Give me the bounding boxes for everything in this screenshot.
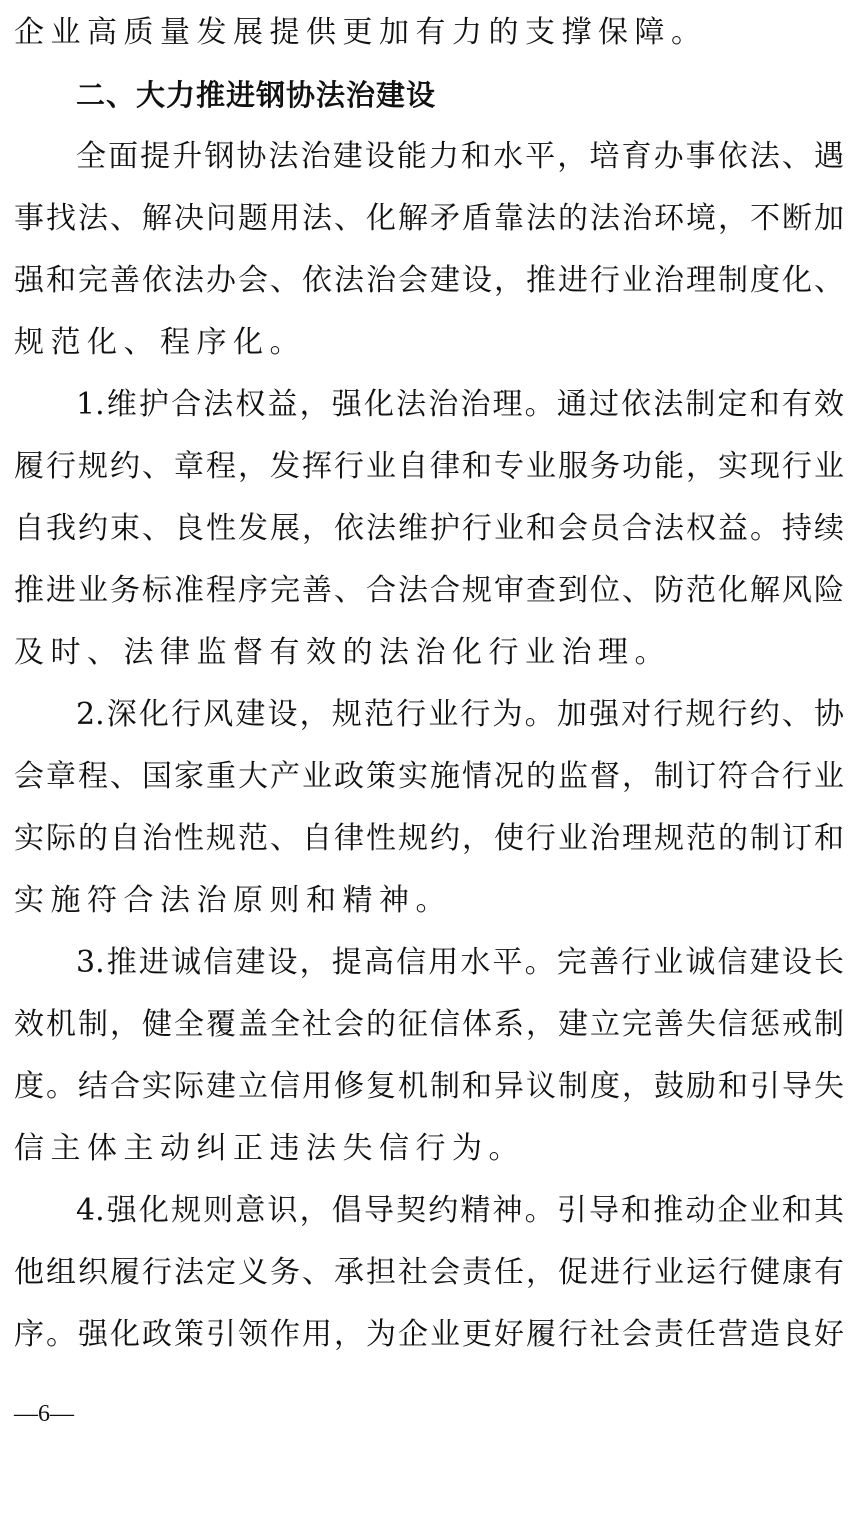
paragraph-line: 履行规约、章程，发挥行业自律和专业服务功能，实现行业 <box>14 449 844 484</box>
section-heading: 二、大力推进钢协法治建设 <box>76 78 437 112</box>
paragraph-line: 会章程、国家重大产业政策实施情况的监督，制订符合行业 <box>14 759 844 794</box>
paragraph-line: 序。强化政策引领作用，为企业更好履行社会责任营造良好 <box>14 1317 844 1352</box>
paragraph-line: 4.强化规则意识，倡导契约精神。引导和推动企业和其 <box>76 1193 844 1228</box>
paragraph-line: 实际的自治性规范、自律性规约，使行业治理规范的制订和 <box>14 821 844 856</box>
paragraph-line: 事找法、解决问题用法、化解矛盾靠法的法治环境，不断加 <box>14 201 844 236</box>
text-line: 企业高质量发展提供更加有力的支撑保障。 <box>14 15 708 50</box>
paragraph-line: 他组织履行法定义务、承担社会责任，促进行业运行健康有 <box>14 1255 844 1290</box>
paragraph-line: 度。结合实际建立信用修复机制和异议制度，鼓励和引导失 <box>14 1069 844 1104</box>
paragraph-line: 及时、法律监督有效的法治化行业治理。 <box>14 635 671 670</box>
paragraph-line: 推进业务标准程序完善、合法合规审查到位、防范化解风险 <box>14 573 844 608</box>
paragraph-line: 效机制，健全覆盖全社会的征信体系，建立完善失信惩戒制 <box>14 1007 844 1042</box>
paragraph-line: 1.维护合法权益，强化法治治理。通过依法制定和有效 <box>76 387 844 422</box>
paragraph-line: 规范化、程序化。 <box>14 325 306 360</box>
paragraph-line: 3.推进诚信建设，提高信用水平。完善行业诚信建设长 <box>76 945 844 980</box>
paragraph-line: 信主体主动纠正违法失信行为。 <box>14 1131 525 1166</box>
paragraph-line: 全面提升钢协法治建设能力和水平，培育办事依法、遇 <box>76 139 844 174</box>
page-number: —6— <box>14 1401 74 1427</box>
paragraph-line: 自我约束、良性发展，依法维护行业和会员合法权益。持续 <box>14 511 844 546</box>
paragraph-line: 2.深化行风建设，规范行业行为。加强对行规行约、协 <box>76 697 844 732</box>
paragraph-line: 实施符合法治原则和精神。 <box>14 883 452 918</box>
paragraph-line: 强和完善依法办会、依法治会建设，推进行业治理制度化、 <box>14 263 844 298</box>
